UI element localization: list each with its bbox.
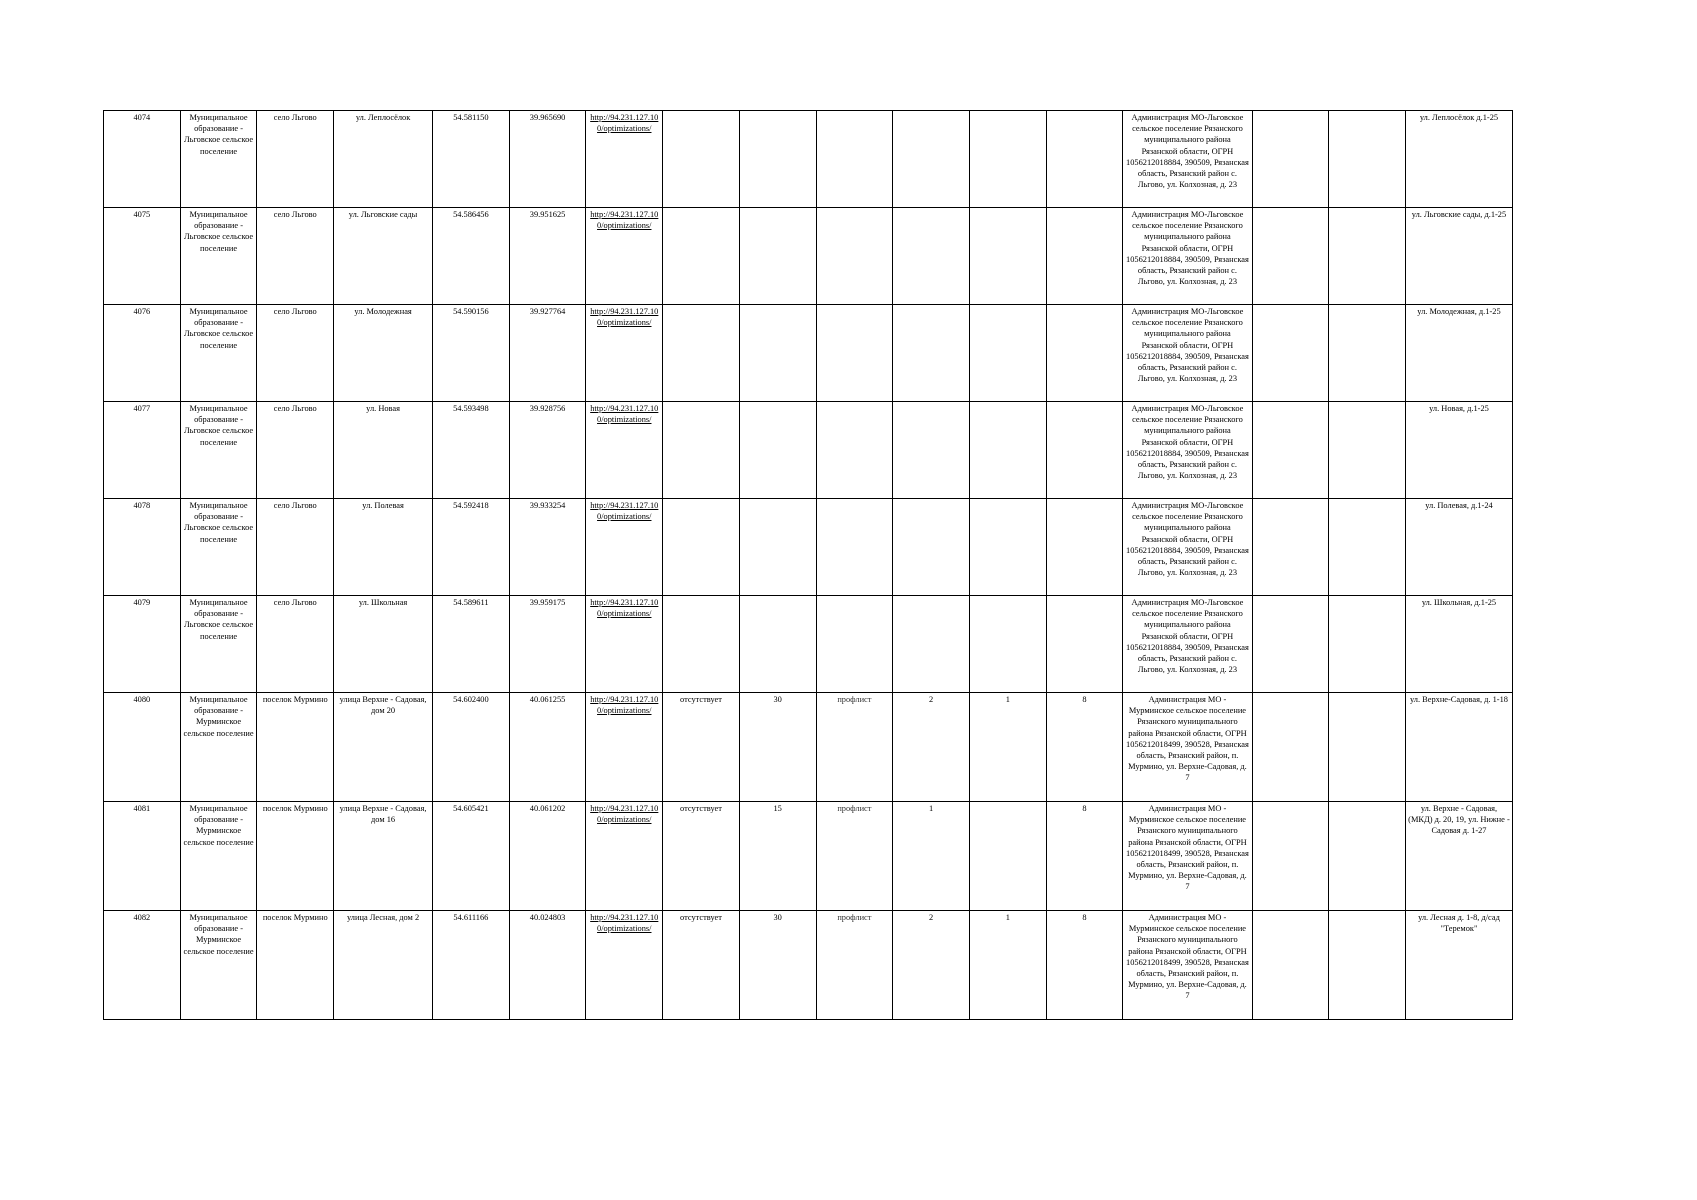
cell-latitude: 54.611166 xyxy=(433,911,510,1020)
cell-owner: Администрация МО - Мурминское сельское поселение Рязанского муниципального района Рязанской области, ОГРН 1056212018499, 390528, Рязанская область, Рязанский район, п. Мурмино, ул. Верхне-Садовая, д. 7 xyxy=(1123,802,1252,911)
cell-cover-material: профлист xyxy=(816,802,893,911)
cell-street-address: ул. Молодежная xyxy=(334,305,433,402)
cell-map-link[interactable]: http://94.231.127.100/optimizations/ xyxy=(586,305,663,402)
cell-container-volume: 8 xyxy=(1046,693,1123,802)
cell-longitude: 39.933254 xyxy=(509,499,586,596)
cell-area: 30 xyxy=(739,693,816,802)
cell-street-address: ул. Леплосёлок xyxy=(334,111,433,208)
cell-settlement: село Льгово xyxy=(257,111,334,208)
cell-street-address: улица Лесная, дом 2 xyxy=(334,911,433,1020)
cell-empty xyxy=(1329,111,1406,208)
cell-municipality: Муниципальное образование - Льговское сельское поселение xyxy=(180,402,257,499)
cell-surface-state xyxy=(663,402,740,499)
cell-served-addresses: ул. Полевая, д.1-24 xyxy=(1405,499,1512,596)
cell-longitude: 40.061202 xyxy=(509,802,586,911)
cell-municipality: Муниципальное образование - Мурминское сельское поселение xyxy=(180,802,257,911)
cell-municipality: Муниципальное образование - Льговское сельское поселение xyxy=(180,208,257,305)
cell-street-address: ул. Школьная xyxy=(334,596,433,693)
cell-surface-state: отсутствует xyxy=(663,693,740,802)
cell-container-count-2: 1 xyxy=(969,911,1046,1020)
cell-record-number: 4077 xyxy=(104,402,181,499)
cell-empty xyxy=(1329,802,1406,911)
cell-cover-material: профлист xyxy=(816,693,893,802)
cell-container-count xyxy=(893,208,970,305)
cell-area xyxy=(739,596,816,693)
cell-record-number: 4081 xyxy=(104,802,181,911)
cell-container-count-2 xyxy=(969,111,1046,208)
cell-record-number: 4078 xyxy=(104,499,181,596)
cell-latitude: 54.592418 xyxy=(433,499,510,596)
cell-municipality: Муниципальное образование - Льговское сельское поселение xyxy=(180,499,257,596)
cell-container-volume xyxy=(1046,111,1123,208)
cell-map-link[interactable]: http://94.231.127.100/optimizations/ xyxy=(586,402,663,499)
cell-container-volume xyxy=(1046,596,1123,693)
cell-cover-material xyxy=(816,305,893,402)
cell-container-volume xyxy=(1046,499,1123,596)
cell-served-addresses: ул. Верхне - Садовая, (МКД) д. 20, 19, ул. Нижне - Садовая д. 1-27 xyxy=(1405,802,1512,911)
cell-latitude: 54.590156 xyxy=(433,305,510,402)
cell-container-count xyxy=(893,596,970,693)
cell-map-link[interactable]: http://94.231.127.100/optimizations/ xyxy=(586,111,663,208)
cell-record-number: 4079 xyxy=(104,596,181,693)
cell-surface-state xyxy=(663,305,740,402)
cell-served-addresses: ул. Школьная, д.1-25 xyxy=(1405,596,1512,693)
cell-owner: Администрация МО-Льговское сельское поселение Рязанского муниципального района Рязанской области, ОГРН 1056212018884, 390509, Рязанская область, Рязанский район с. Льгово, ул. Колхозная, д. 23 xyxy=(1123,596,1252,693)
cell-area: 30 xyxy=(739,911,816,1020)
cell-record-number: 4080 xyxy=(104,693,181,802)
cell-container-volume xyxy=(1046,305,1123,402)
cell-container-count xyxy=(893,111,970,208)
cell-longitude: 39.928756 xyxy=(509,402,586,499)
cell-surface-state xyxy=(663,208,740,305)
cell-container-count xyxy=(893,305,970,402)
cell-latitude: 54.586456 xyxy=(433,208,510,305)
cell-container-count-2 xyxy=(969,802,1046,911)
cell-cover-material xyxy=(816,111,893,208)
cell-empty xyxy=(1252,111,1329,208)
cell-longitude: 40.024803 xyxy=(509,911,586,1020)
cell-settlement: поселок Мурмино xyxy=(257,911,334,1020)
cell-latitude: 54.589611 xyxy=(433,596,510,693)
cell-surface-state xyxy=(663,499,740,596)
cell-surface-state xyxy=(663,596,740,693)
cell-cover-material xyxy=(816,499,893,596)
cell-cover-material xyxy=(816,596,893,693)
cell-settlement: поселок Мурмино xyxy=(257,693,334,802)
cell-empty xyxy=(1252,802,1329,911)
cell-owner: Администрация МО - Мурминское сельское поселение Рязанского муниципального района Рязанской области, ОГРН 1056212018499, 390528, Рязанская область, Рязанский район, п. Мурмино, ул. Верхне-Садовая, д. 7 xyxy=(1123,693,1252,802)
cell-longitude: 39.951625 xyxy=(509,208,586,305)
cell-settlement: село Льгово xyxy=(257,402,334,499)
cell-served-addresses: ул. Новая, д.1-25 xyxy=(1405,402,1512,499)
cell-empty xyxy=(1329,499,1406,596)
cell-empty xyxy=(1329,911,1406,1020)
table-row xyxy=(104,802,1513,911)
cell-municipality: Муниципальное образование - Мурминское сельское поселение xyxy=(180,911,257,1020)
cell-municipality: Муниципальное образование - Мурминское сельское поселение xyxy=(180,693,257,802)
cell-container-volume: 8 xyxy=(1046,802,1123,911)
cell-empty xyxy=(1252,693,1329,802)
cell-empty xyxy=(1252,499,1329,596)
cell-container-count xyxy=(893,499,970,596)
cell-container-count-2 xyxy=(969,596,1046,693)
table-row xyxy=(104,208,1513,305)
cell-cover-material: профлист xyxy=(816,911,893,1020)
cell-owner: Администрация МО-Льговское сельское поселение Рязанского муниципального района Рязанской области, ОГРН 1056212018884, 390509, Рязанская область, Рязанский район с. Льгово, ул. Колхозная, д. 23 xyxy=(1123,499,1252,596)
cell-map-link[interactable]: http://94.231.127.100/optimizations/ xyxy=(586,693,663,802)
cell-served-addresses: ул. Молодежная, д.1-25 xyxy=(1405,305,1512,402)
cell-settlement: село Льгово xyxy=(257,499,334,596)
cell-area xyxy=(739,402,816,499)
cell-container-count: 2 xyxy=(893,693,970,802)
cell-record-number: 4074 xyxy=(104,111,181,208)
cell-container-count xyxy=(893,402,970,499)
cell-owner: Администрация МО - Мурминское сельское поселение Рязанского муниципального района Рязанской области, ОГРН 1056212018499, 390528, Рязанская область, Рязанский район, п. Мурмино, ул. Верхне-Садовая, д. 7 xyxy=(1123,911,1252,1020)
cell-map-link[interactable]: http://94.231.127.100/optimizations/ xyxy=(586,208,663,305)
cell-municipality: Муниципальное образование - Льговское сельское поселение xyxy=(180,596,257,693)
table-row xyxy=(104,499,1513,596)
cell-surface-state xyxy=(663,111,740,208)
cell-area xyxy=(739,499,816,596)
cell-empty xyxy=(1329,693,1406,802)
cell-latitude: 54.605421 xyxy=(433,802,510,911)
cell-longitude: 40.061255 xyxy=(509,693,586,802)
cell-record-number: 4082 xyxy=(104,911,181,1020)
cell-served-addresses: ул. Верхне-Садовая, д. 1-18 xyxy=(1405,693,1512,802)
cell-empty xyxy=(1252,305,1329,402)
cell-longitude: 39.965690 xyxy=(509,111,586,208)
cell-empty xyxy=(1329,305,1406,402)
cell-street-address: улица Верхне - Садовая, дом 20 xyxy=(334,693,433,802)
cell-owner: Администрация МО-Льговское сельское поселение Рязанского муниципального района Рязанской области, ОГРН 1056212018884, 390509, Рязанская область, Рязанский район с. Льгово, ул. Колхозная, д. 23 xyxy=(1123,111,1252,208)
cell-container-volume: 8 xyxy=(1046,911,1123,1020)
cell-settlement: село Льгово xyxy=(257,596,334,693)
cell-container-volume xyxy=(1046,208,1123,305)
cell-settlement: поселок Мурмино xyxy=(257,802,334,911)
cell-latitude: 54.593498 xyxy=(433,402,510,499)
cell-latitude: 54.581150 xyxy=(433,111,510,208)
cell-served-addresses: ул. Лесная д. 1-8, д/сад "Теремок" xyxy=(1405,911,1512,1020)
cell-container-count-2: 1 xyxy=(969,693,1046,802)
cell-street-address: ул. Новая xyxy=(334,402,433,499)
cell-empty xyxy=(1329,596,1406,693)
table-row xyxy=(104,596,1513,693)
table-row xyxy=(104,911,1513,1020)
cell-empty xyxy=(1252,596,1329,693)
cell-map-link[interactable]: http://94.231.127.100/optimizations/ xyxy=(586,802,663,911)
cell-street-address: ул. Полевая xyxy=(334,499,433,596)
cell-container-count: 2 xyxy=(893,911,970,1020)
cell-empty xyxy=(1329,402,1406,499)
table-row xyxy=(104,402,1513,499)
cell-owner: Администрация МО-Льговское сельское поселение Рязанского муниципального района Рязанской области, ОГРН 1056212018884, 390509, Рязанская область, Рязанский район с. Льгово, ул. Колхозная, д. 23 xyxy=(1123,208,1252,305)
cell-street-address: улица Верхне - Садовая, дом 16 xyxy=(334,802,433,911)
cell-area: 15 xyxy=(739,802,816,911)
cell-surface-state: отсутствует xyxy=(663,911,740,1020)
cell-record-number: 4076 xyxy=(104,305,181,402)
cell-settlement: село Льгово xyxy=(257,305,334,402)
cell-map-link[interactable]: http://94.231.127.100/optimizations/ xyxy=(586,499,663,596)
cell-container-count: 1 xyxy=(893,802,970,911)
table-row xyxy=(104,305,1513,402)
cell-container-volume xyxy=(1046,402,1123,499)
cell-empty xyxy=(1329,208,1406,305)
cell-container-count-2 xyxy=(969,402,1046,499)
table-row xyxy=(104,111,1513,208)
registry-table xyxy=(103,110,1513,1020)
cell-map-link[interactable]: http://94.231.127.100/optimizations/ xyxy=(586,596,663,693)
table-body xyxy=(104,111,1513,1020)
cell-latitude: 54.602400 xyxy=(433,693,510,802)
cell-area xyxy=(739,305,816,402)
cell-empty xyxy=(1252,208,1329,305)
cell-cover-material xyxy=(816,402,893,499)
cell-map-link[interactable]: http://94.231.127.100/optimizations/ xyxy=(586,911,663,1020)
cell-served-addresses: ул. Льговские сады, д.1-25 xyxy=(1405,208,1512,305)
cell-street-address: ул. Льговские сады xyxy=(334,208,433,305)
cell-area xyxy=(739,208,816,305)
cell-municipality: Муниципальное образование - Льговское сельское поселение xyxy=(180,111,257,208)
cell-area xyxy=(739,111,816,208)
cell-surface-state: отсутствует xyxy=(663,802,740,911)
cell-empty xyxy=(1252,402,1329,499)
cell-owner: Администрация МО-Льговское сельское поселение Рязанского муниципального района Рязанской области, ОГРН 1056212018884, 390509, Рязанская область, Рязанский район с. Льгово, ул. Колхозная, д. 23 xyxy=(1123,402,1252,499)
cell-empty xyxy=(1252,911,1329,1020)
cell-owner: Администрация МО-Льговское сельское поселение Рязанского муниципального района Рязанской области, ОГРН 1056212018884, 390509, Рязанская область, Рязанский район с. Льгово, ул. Колхозная, д. 23 xyxy=(1123,305,1252,402)
cell-longitude: 39.927764 xyxy=(509,305,586,402)
cell-settlement: село Льгово xyxy=(257,208,334,305)
cell-container-count-2 xyxy=(969,208,1046,305)
cell-municipality: Муниципальное образование - Льговское сельское поселение xyxy=(180,305,257,402)
cell-longitude: 39.959175 xyxy=(509,596,586,693)
cell-cover-material xyxy=(816,208,893,305)
cell-record-number: 4075 xyxy=(104,208,181,305)
cell-container-count-2 xyxy=(969,305,1046,402)
table-row xyxy=(104,693,1513,802)
cell-container-count-2 xyxy=(969,499,1046,596)
cell-served-addresses: ул. Леплосёлок д.1-25 xyxy=(1405,111,1512,208)
